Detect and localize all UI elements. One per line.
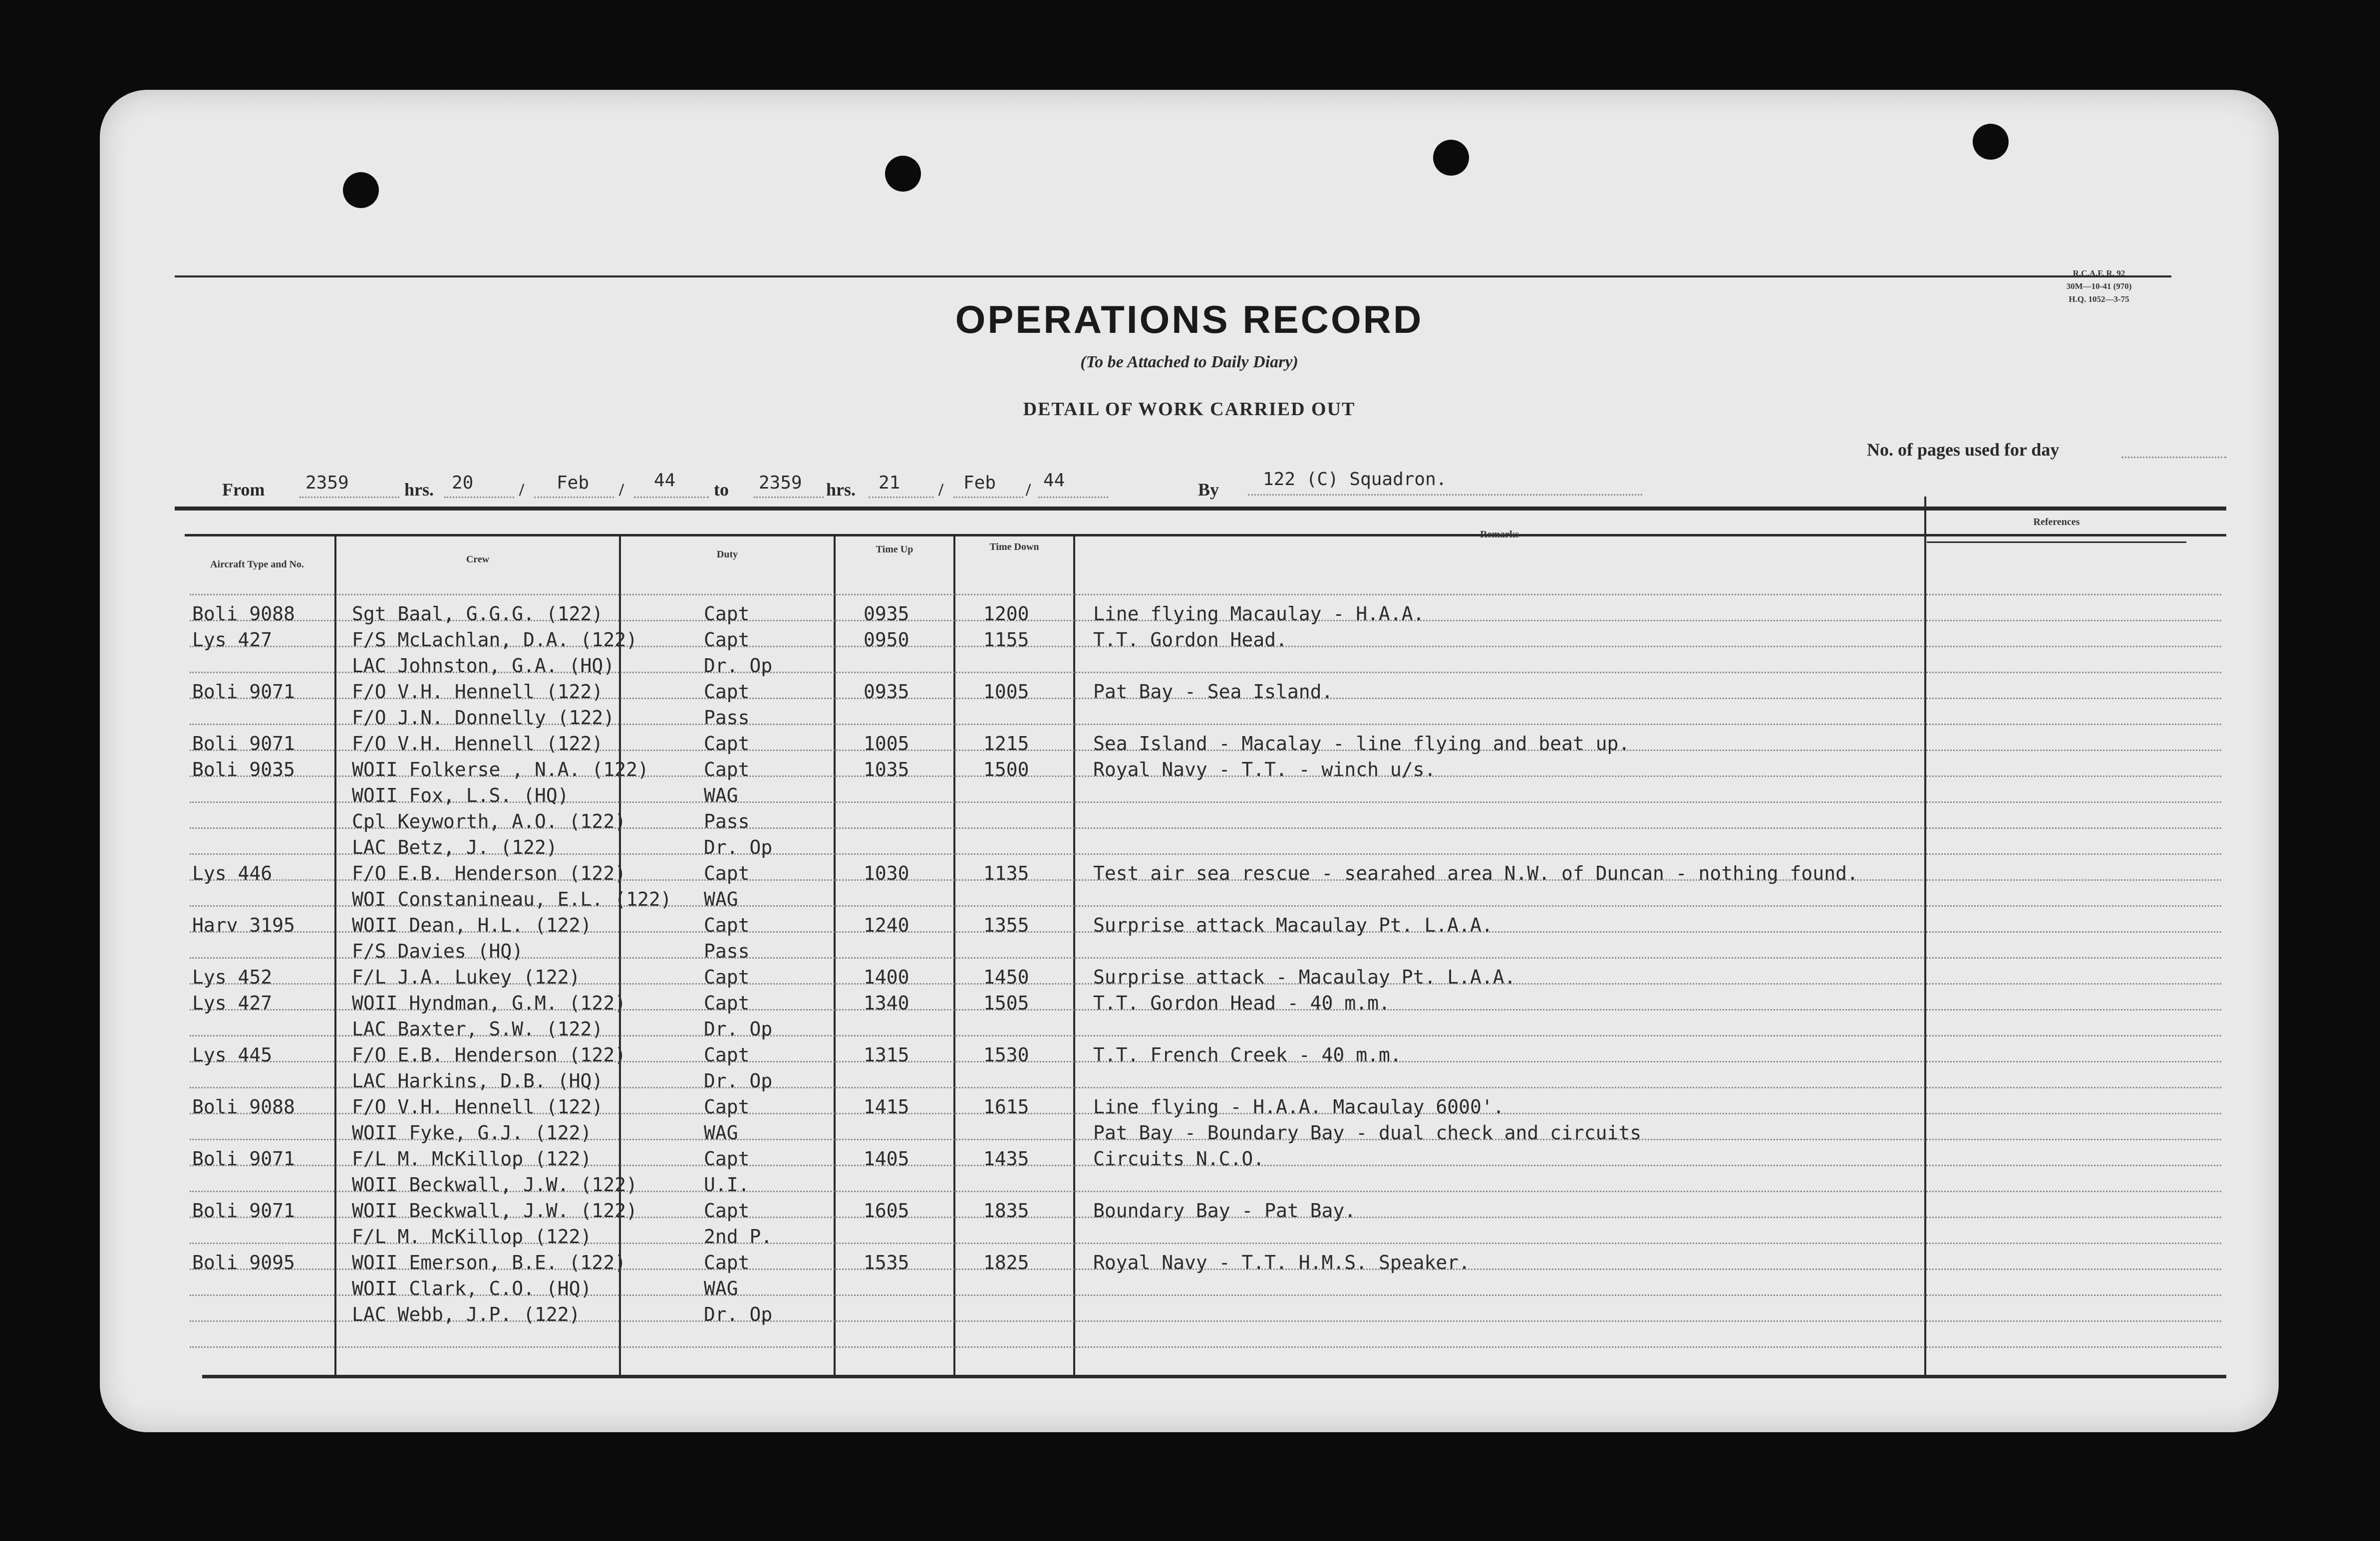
crew-cell: F/S Davies (HQ) — [352, 940, 524, 962]
duty-cell: Capt — [704, 992, 750, 1014]
crew-cell: F/O E.B. Henderson (122) — [352, 1044, 626, 1066]
crew-cell: F/O V.H. Hennell (122) — [352, 1096, 603, 1118]
column-divider — [619, 536, 621, 1375]
column-header-aircraft: Aircraft Type and No. — [210, 559, 304, 570]
aircraft-cell: Lys 427 — [192, 992, 273, 1014]
remarks-cell: Surprise attack Macaulay Pt. L.A.A. — [1093, 914, 1493, 936]
time-down-cell: 1155 — [983, 629, 1029, 651]
fill-line — [2121, 457, 2226, 458]
crew-cell: LAC Betz, J. (122) — [352, 836, 558, 858]
crew-cell: LAC Webb, J.P. (122) — [352, 1303, 581, 1325]
time-up-cell: 1400 — [864, 966, 909, 988]
duty-cell: Capt — [704, 603, 750, 625]
aircraft-cell: Boli 9071 — [192, 681, 295, 703]
crew-cell: WOII Clark, C.O. (HQ) — [352, 1278, 592, 1299]
time-down-cell: 1500 — [983, 759, 1029, 780]
aircraft-cell: Lys 446 — [192, 862, 273, 884]
duty-cell: Dr. Op — [704, 1303, 773, 1325]
aircraft-cell: Boli 9071 — [192, 1148, 295, 1170]
to-month: Feb — [963, 473, 996, 493]
remarks-cell: Pat Bay - Boundary Bay - dual check and circuits — [1093, 1122, 1642, 1144]
from-time: 2359 — [305, 473, 349, 493]
duty-cell: Pass — [704, 810, 750, 832]
remarks-cell: Surprise attack - Macaulay Pt. L.A.A. — [1093, 966, 1516, 988]
time-up-cell: 1030 — [864, 862, 909, 884]
date-slash: / — [619, 480, 624, 500]
remarks-cell: Pat Bay - Sea Island. — [1093, 681, 1333, 703]
duty-cell: Dr. Op — [704, 1018, 773, 1040]
operations-record-form — [100, 90, 2279, 1432]
duty-cell: Capt — [704, 733, 750, 755]
time-down-cell: 1435 — [983, 1148, 1029, 1170]
aircraft-cell: Boli 9071 — [192, 1200, 295, 1222]
from-year: 44 — [654, 470, 676, 491]
crew-cell: WOI Constanineau, E.L. (122) — [352, 888, 672, 910]
crew-cell: WOII Emerson, B.E. (122) — [352, 1252, 626, 1274]
time-down-cell: 1615 — [983, 1096, 1029, 1118]
column-header-remarks: Remarks — [1480, 529, 1519, 540]
duty-cell: Capt — [704, 862, 750, 884]
crew-cell: Sgt Baal, G.G.G. (122) — [352, 603, 603, 625]
hrs-label: hrs. — [826, 480, 856, 500]
aircraft-cell: Lys 445 — [192, 1044, 273, 1066]
row-rule — [190, 594, 2221, 595]
crew-cell: WOII Fox, L.S. (HQ) — [352, 784, 569, 806]
time-up-cell: 1005 — [864, 733, 909, 755]
remarks-cell: Test air sea rescue - searahed area N.W. of Duncan - nothing found. — [1093, 862, 1858, 884]
crew-cell: F/O V.H. Hennell (122) — [352, 733, 603, 755]
duty-cell: Capt — [704, 629, 750, 651]
time-up-cell: 1535 — [864, 1252, 909, 1274]
fill-line — [1038, 497, 1108, 498]
squadron-name: 122 (C) Squadron. — [1263, 469, 1447, 490]
crew-cell: WOII Dean, H.L. (122) — [352, 914, 592, 936]
crew-cell: F/L M. McKillop (122) — [352, 1148, 592, 1170]
remarks-cell: T.T. French Creek - 40 m.m. — [1093, 1044, 1402, 1066]
column-header-time-down: Time Down — [989, 541, 1039, 552]
punch-hole — [885, 156, 921, 192]
fill-line — [534, 497, 614, 498]
form-number-line: R.C.A.F. R. 92 — [2073, 268, 2125, 278]
time-down-cell: 1355 — [983, 914, 1029, 936]
remarks-cell: T.T. Gordon Head - 40 m.m. — [1093, 992, 1390, 1014]
duty-cell: Capt — [704, 966, 750, 988]
column-divider — [953, 536, 955, 1375]
fill-line — [444, 497, 514, 498]
from-label: From — [222, 480, 265, 500]
row-rule — [190, 1346, 2221, 1348]
date-slash: / — [1026, 480, 1031, 500]
aircraft-cell: Boli 9088 — [192, 1096, 295, 1118]
crew-cell: LAC Johnston, G.A. (HQ) — [352, 655, 615, 677]
crew-cell: WOII Hyndman, G.M. (122) — [352, 992, 626, 1014]
aircraft-cell: Boli 9071 — [192, 733, 295, 755]
page-subtitle: (To be Attached to Daily Diary) — [1080, 353, 1298, 371]
column-divider — [1073, 536, 1075, 1375]
remarks-cell: Line flying Macaulay - H.A.A. — [1093, 603, 1425, 625]
duty-cell: Capt — [704, 914, 750, 936]
date-slash: / — [519, 480, 525, 500]
time-up-cell: 1035 — [864, 759, 909, 780]
crew-cell: F/O J.N. Donnelly (122) — [352, 707, 615, 729]
remarks-cell: Boundary Bay - Pat Bay. — [1093, 1200, 1356, 1222]
aircraft-cell: Boli 9035 — [192, 759, 295, 780]
duty-cell: Pass — [704, 707, 750, 729]
table-bottom-rule — [202, 1375, 2226, 1378]
duty-cell: Capt — [704, 1096, 750, 1118]
duty-cell: Dr. Op — [704, 836, 773, 858]
crew-cell: WOII Beckwall, J.W. (122) — [352, 1200, 637, 1222]
crew-cell: Cpl Keyworth, A.O. (122) — [352, 810, 626, 832]
remarks-cell: Royal Navy - T.T. H.M.S. Speaker. — [1093, 1252, 1470, 1274]
time-down-cell: 1505 — [983, 992, 1029, 1014]
column-divider — [334, 536, 336, 1375]
to-label: to — [714, 480, 729, 500]
duty-cell: Capt — [704, 681, 750, 703]
remarks-cell: T.T. Gordon Head. — [1093, 629, 1287, 651]
date-slash: / — [938, 480, 944, 500]
fill-line — [299, 497, 399, 498]
crew-cell: WOII Fyke, G.J. (122) — [352, 1122, 592, 1144]
aircraft-cell: Harv 3195 — [192, 914, 295, 936]
top-rule — [175, 275, 2171, 277]
to-day: 21 — [879, 473, 900, 493]
punch-hole — [1973, 124, 2009, 160]
time-up-cell: 0935 — [864, 681, 909, 703]
time-up-cell: 1340 — [864, 992, 909, 1014]
duty-cell: WAG — [704, 784, 738, 806]
aircraft-cell: Boli 9088 — [192, 603, 295, 625]
column-header-duty: Duty — [716, 549, 738, 560]
duty-cell: 2nd P. — [704, 1226, 773, 1248]
duty-cell: WAG — [704, 888, 738, 910]
page-title: OPERATIONS RECORD — [955, 297, 1424, 341]
duty-cell: Capt — [704, 1148, 750, 1170]
duty-cell: Capt — [704, 1252, 750, 1274]
from-day: 20 — [452, 473, 474, 493]
aircraft-cell: Lys 427 — [192, 629, 273, 651]
crew-cell: F/O V.H. Hennell (122) — [352, 681, 603, 703]
remarks-cell: Line flying - H.A.A. Macaulay 6000'. — [1093, 1096, 1504, 1118]
fill-line — [953, 497, 1023, 498]
crew-cell: F/O E.B. Henderson (122) — [352, 862, 626, 884]
fill-line — [1248, 494, 1642, 496]
table-top-rule — [175, 507, 2226, 511]
duty-cell: Dr. Op — [704, 655, 773, 677]
column-divider — [834, 536, 836, 1375]
form-number-line: H.Q. 1052—3-75 — [2069, 294, 2129, 304]
column-header-time-up: Time Up — [876, 544, 913, 555]
fill-line — [754, 497, 824, 498]
column-header-references: References — [2033, 516, 2080, 527]
time-up-cell: 1240 — [864, 914, 909, 936]
remarks-cell: Sea Island - Macalay - line flying and beat up. — [1093, 733, 1630, 755]
duty-cell: WAG — [704, 1278, 738, 1299]
time-up-cell: 1315 — [864, 1044, 909, 1066]
time-up-cell: 1605 — [864, 1200, 909, 1222]
references-rule — [1927, 541, 2186, 543]
crew-cell: WOII Folkerse , N.A. (122) — [352, 759, 649, 780]
by-label: By — [1198, 480, 1219, 500]
remarks-cell: Circuits N.C.O. — [1093, 1148, 1265, 1170]
detail-heading: DETAIL OF WORK CARRIED OUT — [1023, 399, 1356, 420]
fill-line — [869, 497, 933, 498]
aircraft-cell: Boli 9095 — [192, 1252, 295, 1274]
crew-cell: F/L J.A. Lukey (122) — [352, 966, 581, 988]
time-down-cell: 1530 — [983, 1044, 1029, 1066]
remarks-cell: Royal Navy - T.T. - winch u/s. — [1093, 759, 1436, 780]
duty-cell: WAG — [704, 1122, 738, 1144]
to-year: 44 — [1043, 470, 1065, 491]
time-down-cell: 1135 — [983, 862, 1029, 884]
time-down-cell: 1825 — [983, 1252, 1029, 1274]
time-up-cell: 0935 — [864, 603, 909, 625]
duty-cell: Capt — [704, 759, 750, 780]
pages-used-label: No. of pages used for day — [1867, 440, 2060, 460]
time-down-cell: 1215 — [983, 733, 1029, 755]
punch-hole — [343, 172, 379, 208]
fill-line — [634, 497, 709, 498]
aircraft-cell: Lys 452 — [192, 966, 273, 988]
time-down-cell: 1835 — [983, 1200, 1029, 1222]
duty-cell: Capt — [704, 1200, 750, 1222]
time-up-cell: 1405 — [864, 1148, 909, 1170]
time-up-cell: 0950 — [864, 629, 909, 651]
crew-cell: F/L M. McKillop (122) — [352, 1226, 592, 1248]
crew-cell: LAC Harkins, D.B. (HQ) — [352, 1070, 603, 1092]
crew-cell: WOII Beckwall, J.W. (122) — [352, 1174, 637, 1196]
crew-cell: F/S McLachlan, D.A. (122) — [352, 629, 637, 651]
column-header-crew: Crew — [466, 554, 490, 565]
time-down-cell: 1005 — [983, 681, 1029, 703]
punch-hole — [1433, 140, 1469, 176]
crew-cell: LAC Baxter, S.W. (122) — [352, 1018, 603, 1040]
duty-cell: Dr. Op — [704, 1070, 773, 1092]
from-month: Feb — [557, 473, 590, 493]
form-number-line: 30M—10-41 (970) — [2066, 281, 2132, 291]
time-down-cell: 1450 — [983, 966, 1029, 988]
hrs-label: hrs. — [404, 480, 434, 500]
time-down-cell: 1200 — [983, 603, 1029, 625]
duty-cell: Capt — [704, 1044, 750, 1066]
to-time: 2359 — [759, 473, 802, 493]
duty-cell: U.I. — [704, 1174, 750, 1196]
duty-cell: Pass — [704, 940, 750, 962]
time-up-cell: 1415 — [864, 1096, 909, 1118]
